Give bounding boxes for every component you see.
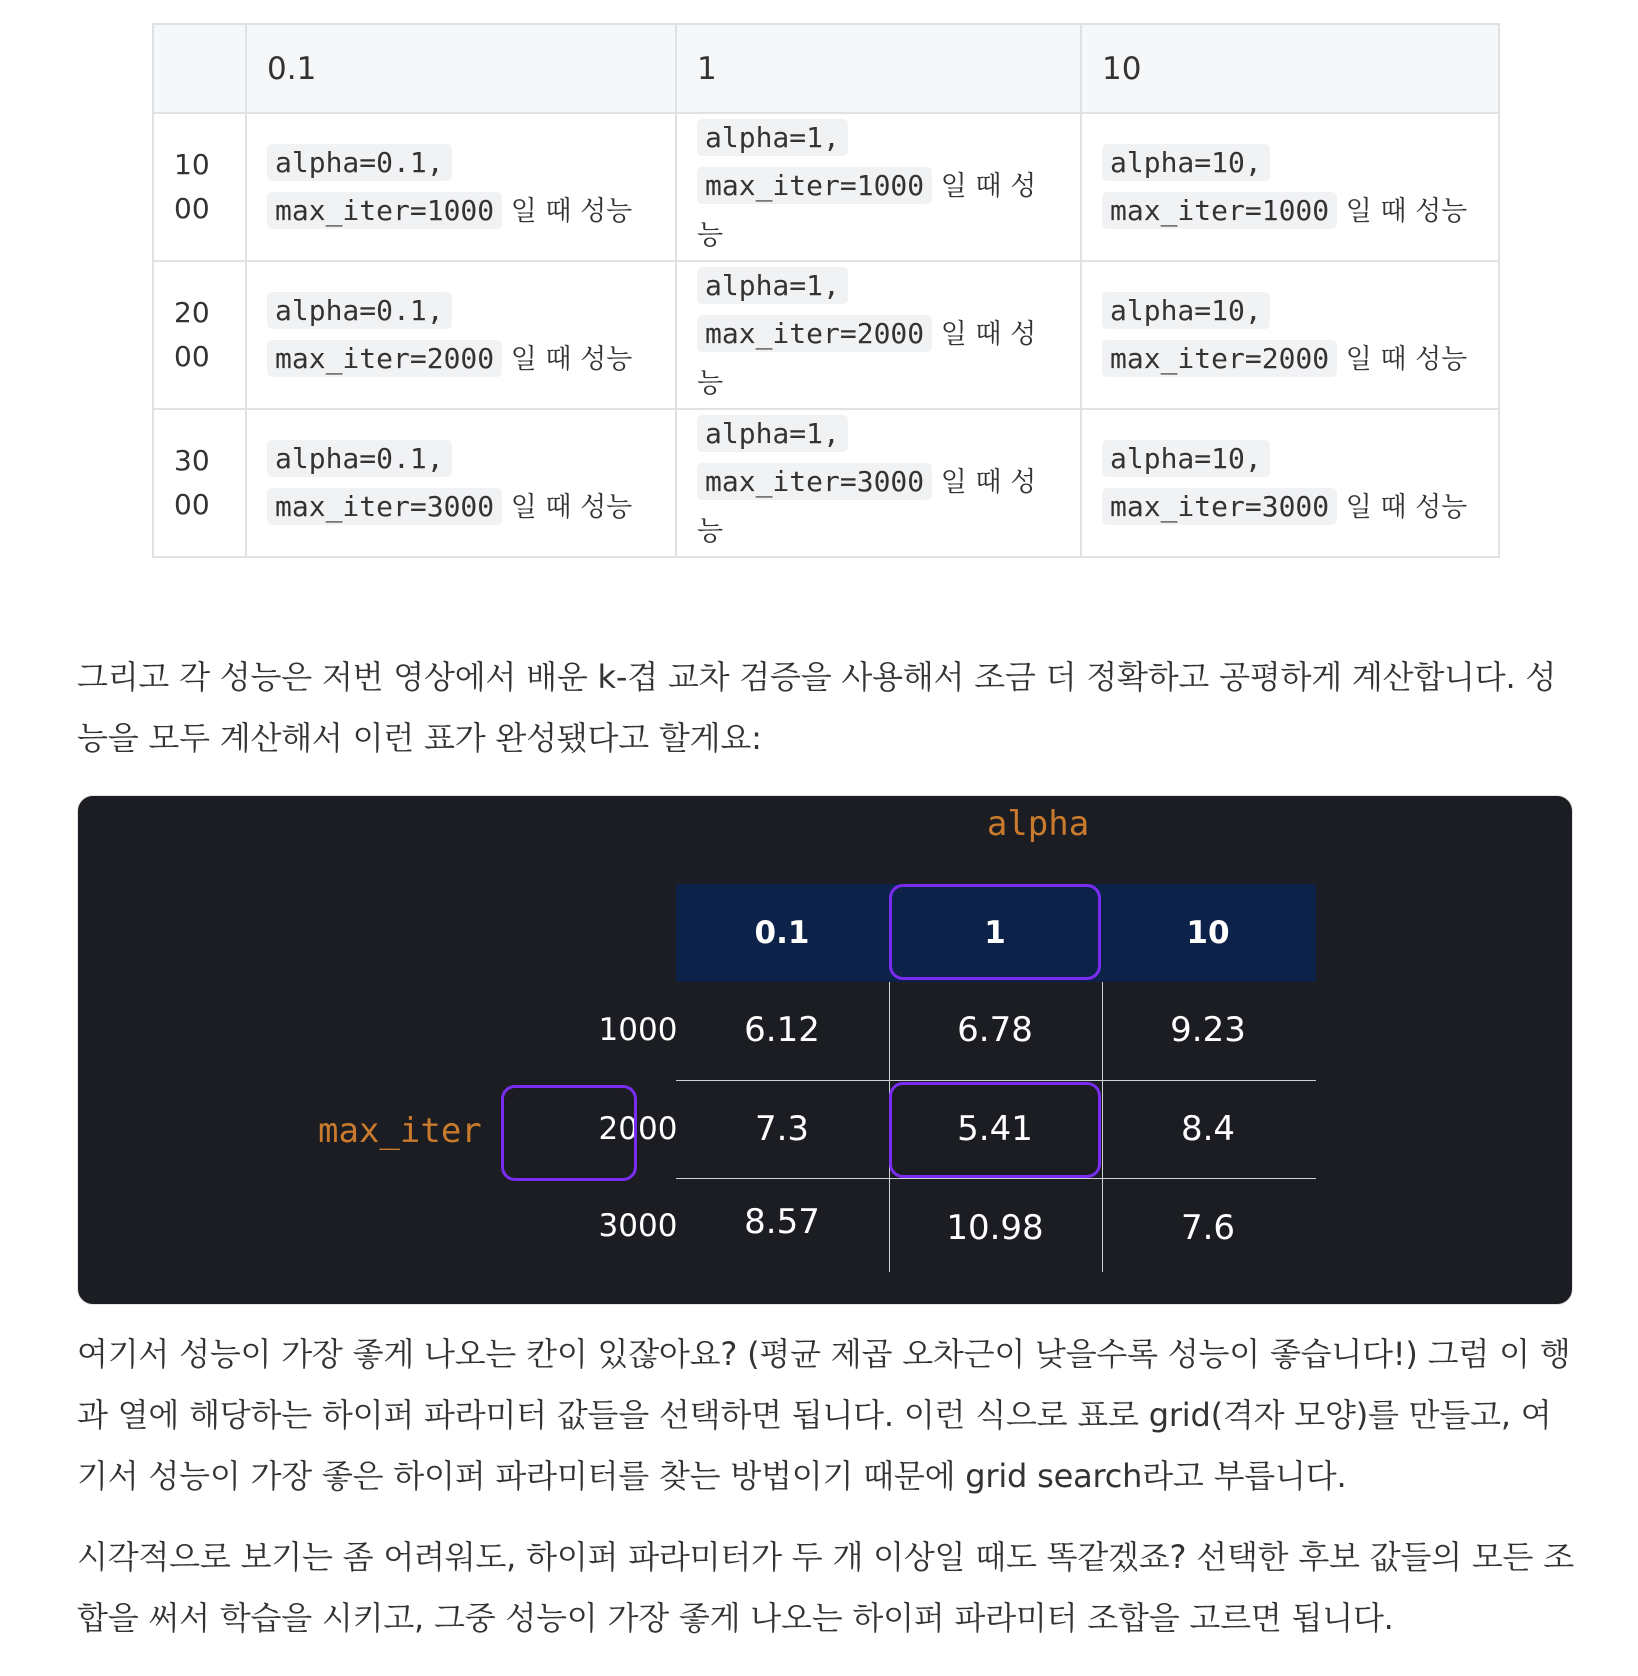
code-alpha: alpha=10, bbox=[1102, 440, 1270, 477]
code-max-iter: max_iter=2000 bbox=[1102, 340, 1337, 377]
cell-suffix: 일 때 성능 bbox=[1337, 195, 1468, 227]
alpha-axis-label: alpha bbox=[986, 804, 1090, 844]
row-header-2000: 2000 bbox=[598, 1111, 678, 1147]
table-cell bbox=[676, 261, 1081, 409]
table-cell bbox=[1081, 113, 1499, 261]
table-row bbox=[153, 261, 1499, 409]
code-max-iter: max_iter=3000 bbox=[697, 463, 932, 500]
table-header-corner bbox=[153, 24, 246, 113]
code-max-iter: max_iter=1000 bbox=[1102, 192, 1337, 229]
value-cell: 7.3 bbox=[754, 1109, 810, 1149]
paragraph-conclusion: 시각적으로 보기는 좀 어려워도, 하이퍼 파라미터가 두 개 이상일 때도 똑같겠죠? 선택한 후보 값들의 모든 조합을 써서 학습을 시키고, 그중 성능이 가장 좋게 나오는 하이퍼 파라미터 조합을 고르면 됩니다. bbox=[77, 1538, 1574, 1637]
value-cell: 8.57 bbox=[744, 1202, 820, 1242]
code-max-iter: max_iter=2000 bbox=[267, 340, 502, 377]
code-alpha: alpha=0.1, bbox=[267, 144, 452, 181]
row-label-3000: 3000 bbox=[153, 409, 246, 557]
code-alpha: alpha=0.1, bbox=[267, 440, 452, 477]
code-max-iter: max_iter=3000 bbox=[267, 488, 502, 525]
table-cell bbox=[246, 113, 676, 261]
value-cell: 6.12 bbox=[744, 1010, 820, 1050]
table-header-alpha-10: 10 bbox=[1081, 24, 1499, 113]
paragraph-intro: 그리고 각 성능은 저번 영상에서 배운 k-겹 교차 검증을 사용해서 조금 더 정확하고 공평하게 계산합니다. 성능을 모두 계산해서 이런 표가 완성됐다고 할게요: bbox=[77, 658, 1557, 757]
cell-suffix: 일 때 성능 bbox=[502, 195, 633, 227]
cell-suffix: 일 때 성능 bbox=[502, 491, 633, 523]
table-cell bbox=[246, 409, 676, 557]
value-cell: 9.23 bbox=[1170, 1010, 1246, 1050]
cell-suffix: 일 때 성능 bbox=[697, 171, 1037, 251]
table-header-row bbox=[153, 24, 1499, 113]
table-row bbox=[153, 409, 1499, 557]
code-alpha: alpha=0.1, bbox=[267, 292, 452, 329]
highlight-row-box bbox=[501, 1085, 637, 1181]
value-cell: 8.4 bbox=[1180, 1109, 1236, 1149]
code-max-iter: max_iter=1000 bbox=[267, 192, 502, 229]
max-iter-axis-label: max_iter bbox=[318, 1111, 482, 1151]
table-cell bbox=[1081, 261, 1499, 409]
table-header-alpha-0.1: 0.1 bbox=[246, 24, 676, 113]
paragraph-explanation: 여기서 성능이 가장 좋게 나오는 칸이 있잖아요? (평균 제곱 오차근이 낮을수록 성능이 좋습니다!) 그럼 이 행과 열에 해당하는 하이퍼 파라미터 값들을 선택하면 됩니다. 이런 식으로 표로 grid(격자 모양)를 만들고, 여기서 성능이 가장 좋은 하이퍼 파라미터를 찾는 방법이기 때문에 grid search라고 부릅니다. bbox=[77, 1335, 1571, 1495]
col-header-10: 10 bbox=[1186, 915, 1230, 951]
table-row bbox=[153, 113, 1499, 261]
row-label-2000: 2000 bbox=[153, 261, 246, 409]
table-cell bbox=[1081, 409, 1499, 557]
table-cell bbox=[676, 409, 1081, 557]
col-header-1: 1 bbox=[984, 915, 1006, 951]
cell-suffix: 일 때 성능 bbox=[1337, 491, 1468, 523]
row-header-3000: 3000 bbox=[598, 1208, 678, 1244]
grid-line-horizontal bbox=[676, 1178, 1316, 1179]
highlight-column-box bbox=[889, 884, 1101, 980]
value-cell: 6.78 bbox=[957, 1010, 1033, 1050]
code-max-iter: max_iter=3000 bbox=[1102, 488, 1337, 525]
code-alpha: alpha=1, bbox=[697, 119, 848, 156]
cell-suffix: 일 때 성능 bbox=[502, 343, 633, 375]
highlight-best-cell-box bbox=[889, 1082, 1101, 1178]
cell-suffix: 일 때 성능 bbox=[697, 319, 1037, 399]
grid-line-horizontal bbox=[676, 1080, 1316, 1081]
value-cell-best: 5.41 bbox=[957, 1109, 1033, 1149]
code-alpha: alpha=10, bbox=[1102, 292, 1270, 329]
table-cell bbox=[676, 113, 1081, 261]
value-cell: 10.98 bbox=[946, 1208, 1044, 1248]
code-max-iter: max_iter=2000 bbox=[697, 315, 932, 352]
value-cell: 7.6 bbox=[1180, 1208, 1236, 1248]
code-alpha: alpha=1, bbox=[697, 415, 848, 452]
table-header-alpha-1: 1 bbox=[676, 24, 1081, 113]
hyperparameter-table bbox=[152, 23, 1500, 558]
col-header-0.1: 0.1 bbox=[754, 915, 810, 951]
code-alpha: alpha=1, bbox=[697, 267, 848, 304]
row-label-1000: 1000 bbox=[153, 113, 246, 261]
grid-search-figure bbox=[77, 795, 1573, 1305]
cell-suffix: 일 때 성능 bbox=[1337, 343, 1468, 375]
row-header-1000: 1000 bbox=[598, 1012, 678, 1048]
table-cell bbox=[246, 261, 676, 409]
code-max-iter: max_iter=1000 bbox=[697, 167, 932, 204]
code-alpha: alpha=10, bbox=[1102, 144, 1270, 181]
cell-suffix: 일 때 성능 bbox=[697, 467, 1037, 547]
